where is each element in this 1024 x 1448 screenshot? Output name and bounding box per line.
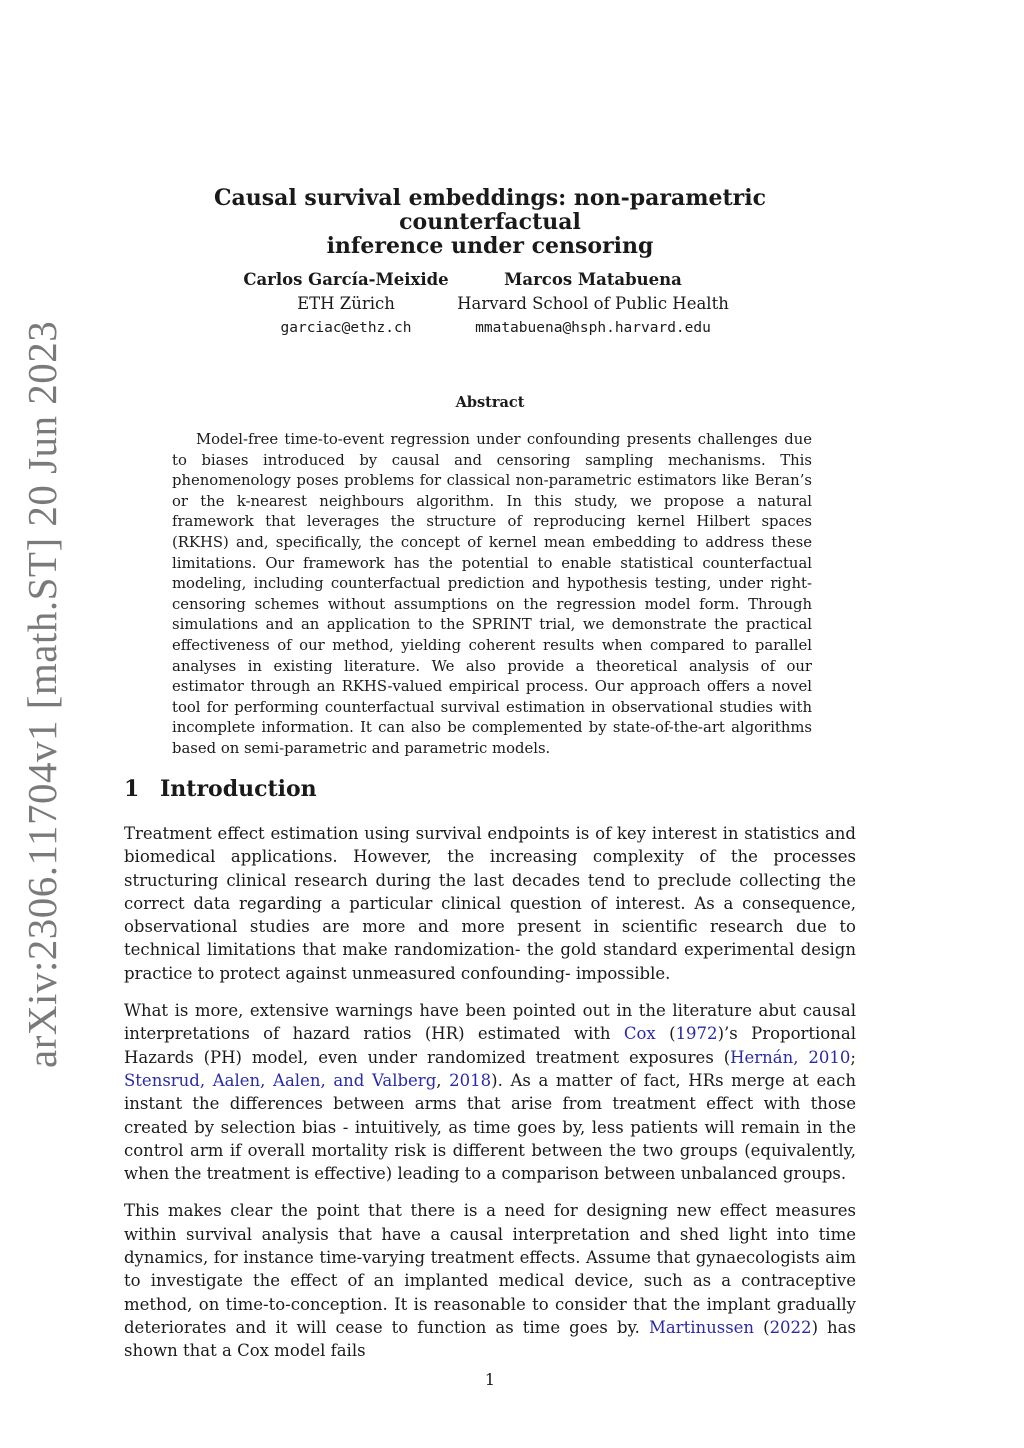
section-title: Introduction bbox=[160, 776, 317, 802]
citation-link[interactable]: Hernán, 2010 bbox=[730, 1047, 851, 1067]
text-span: ). As a matter of fact, HRs merge at each instant the differences between arms that arise from treatment effect with those created by selection bias - intuitively, as time goes by, less patients will remain in the control arm if overall mortality risk is different between the two groups (equivalently, when the treatment is effective) leading to a comparison between unbalanced groups. bbox=[124, 1070, 856, 1184]
section-number: 1 bbox=[124, 776, 140, 802]
text-span: , bbox=[436, 1070, 450, 1090]
text-span: ( bbox=[655, 1024, 676, 1044]
citation-link[interactable]: Cox bbox=[623, 1024, 656, 1044]
author-name: Carlos García-Meixide bbox=[243, 270, 449, 289]
text-span: ( bbox=[754, 1317, 770, 1337]
author-email[interactable]: garciac@ethz.ch bbox=[280, 320, 412, 336]
section-heading bbox=[124, 776, 317, 802]
citation-link[interactable]: 2018 bbox=[449, 1070, 492, 1090]
body-text bbox=[124, 822, 856, 1377]
author-email[interactable]: mmatabuena@hsph.harvard.edu bbox=[475, 320, 711, 336]
citation-link[interactable]: Martinussen bbox=[648, 1317, 755, 1337]
text-span: What is more, extensive warnings have been pointed out in the literature abut causal interpretations of hazard ratios (HR) estimated with bbox=[124, 1001, 856, 1044]
abstract-text: Model-free time-to-event regression under confounding presents challenges due to biases introduced by causal and censoring sampling mechanisms. This phenomenology poses problems for classical non-parametric estimators like Beran’s or the k-nearest neighbours algorithm. In this study, we propose a natural framework that leverages the structure of reproducing kernel Hilbert spaces (RKHS) and, specifically, the concept of kernel mean embedding to address these limitations. Our framework has the potential to enable statistical counterfactual modeling, including counterfactual prediction and hypothesis testing, under right-censoring schemes without assumptions on the regression model form. Through simulations and an application to the SPRINT trial, we demonstrate the practical effectiveness of our method, yielding coherent results when compared to parallel analyses in existing literature. We also provide a theoretical analysis of our estimator through an RKHS-valued empirical process. Our approach offers a novel tool for performing counterfactual survival estimation in observational studies with incomplete information. It can also be complemented by state-of-the-art algorithms based on semi-parametric and parametric models. bbox=[172, 431, 812, 757]
title-line-1: Causal survival embeddings: non-parametric counterfactual bbox=[214, 185, 766, 235]
text-span: This makes clear the point that there is a need for designing new effect measures within survival analysis that have a causal interpretation and shed light into time dynamics, for instance time-varying treatment effects. Assume that gynaecologists aim to investigate the effect of an implanted medical device, such as a contraceptive method, on time-to-conception. It is reasonable to consider that the implant gradually deteriorates and it will cease to function as time goes by. bbox=[124, 1201, 856, 1337]
citation-link[interactable]: 2022 bbox=[769, 1317, 812, 1337]
author-name: Marcos Matabuena bbox=[504, 270, 682, 289]
author-affiliation: ETH Zürich bbox=[297, 294, 395, 313]
citation-link[interactable]: Stensrud, Aalen, Aalen, and Valberg bbox=[124, 1070, 437, 1090]
text-span: )’s Proportional Hazards (PH) model, even under randomized treatment exposures ( bbox=[124, 1024, 856, 1067]
author-block-1 bbox=[240, 268, 452, 340]
paragraph-1: Treatment effect estimation using survival endpoints is of key interest in statistics and biomedical applications. However, the increasing complexity of the processes structuring clinical research during the last decades tend to preclude collecting the correct data regarding a particular clinical question of interest. As a consequence, observational studies are more and more present in scientific research due to technical limitations that make randomization- the gold standard experimental design practice to protect against unmeasured confounding- impossible. bbox=[124, 824, 856, 983]
abstract-heading: Abstract bbox=[455, 394, 525, 411]
text-span: ) has shown that a Cox model fails bbox=[124, 1317, 856, 1361]
paper-title bbox=[150, 186, 830, 258]
title-line-2: inference under censoring bbox=[326, 233, 654, 259]
author-affiliation: Harvard School of Public Health bbox=[457, 294, 729, 313]
paragraph-3 bbox=[124, 1199, 856, 1362]
author-block-2 bbox=[452, 268, 734, 340]
paragraph-2 bbox=[124, 999, 856, 1185]
arxiv-identifier: arXiv:2306.11704v1 [math.ST] 20 Jun 2023 bbox=[19, 320, 65, 1068]
page-number: 1 bbox=[484, 1370, 496, 1389]
text-span: ; bbox=[850, 1047, 856, 1067]
citation-link[interactable]: 1972 bbox=[675, 1024, 718, 1044]
